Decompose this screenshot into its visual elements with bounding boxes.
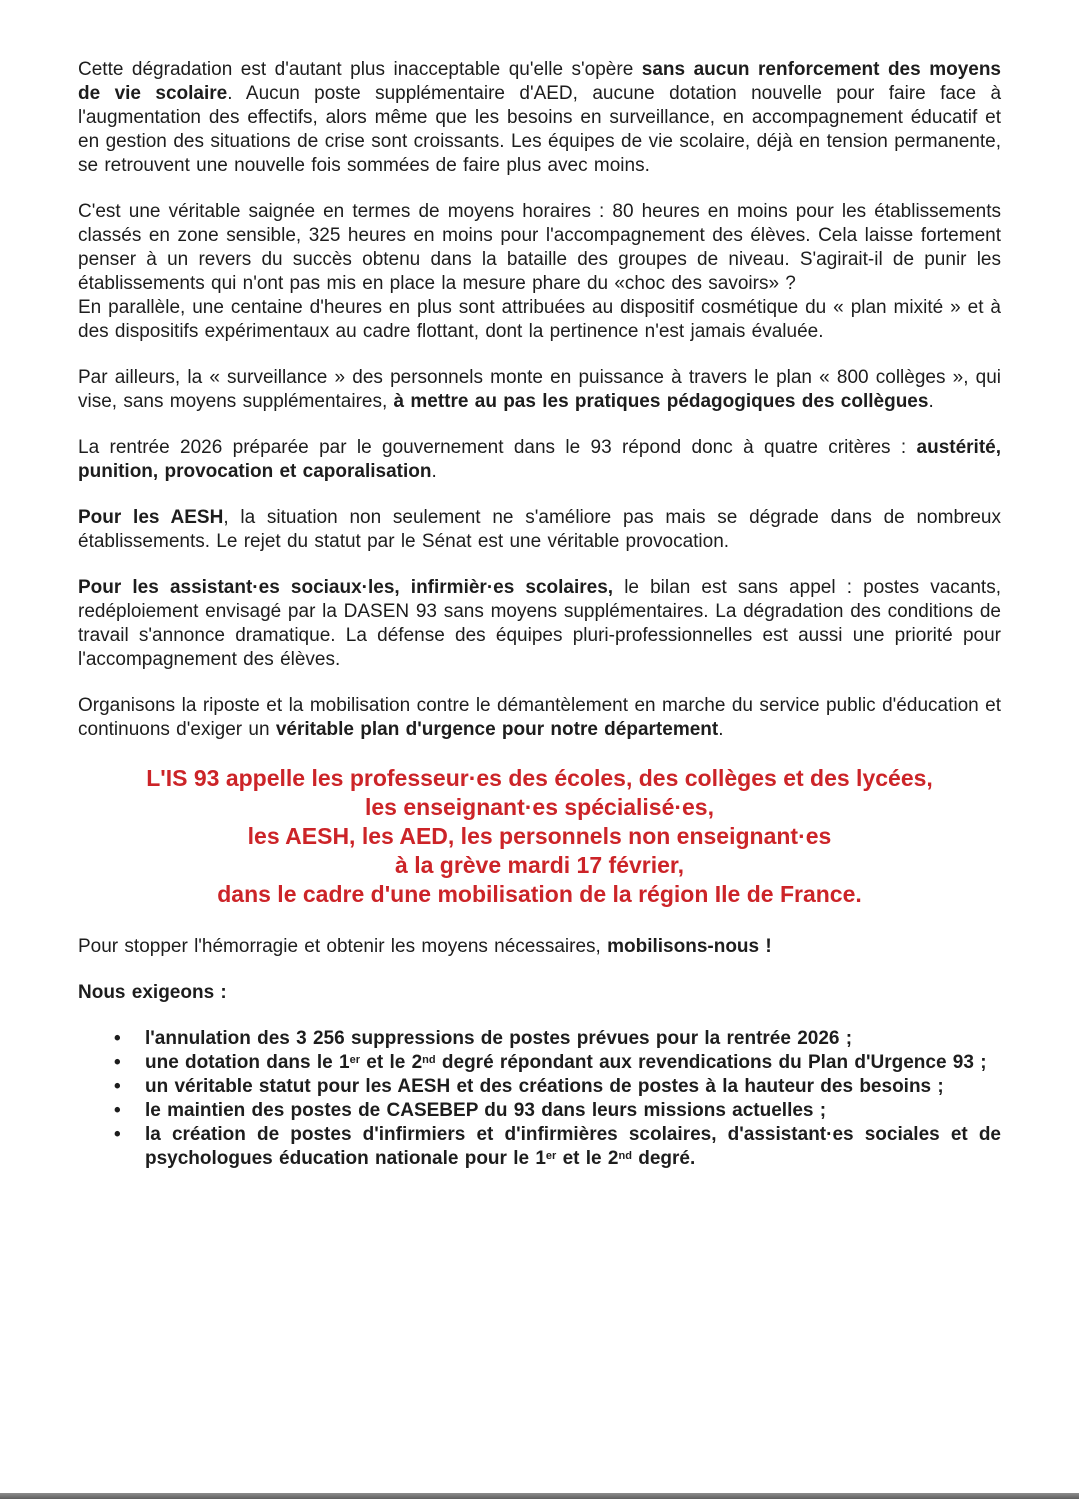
strike-call-line-2: les enseignant·es spécialisé·es, (364, 794, 714, 820)
paragraph-assistants-sociaux: Pour les assistant·es sociaux·les, infirmièr·es scolaires, le bilan est sans appel : postes vacants, redéploiement envisagé par la DASEN 93 sans moyens supplémentaires. La dégradation des conditions de travail s'annonce dramatique. La défense des équipes pluri-professionnelles est aussi une priorité pour l'accompagnement des élèves. (78, 577, 1001, 670)
paragraph-mobilisons-nous: Pour stopper l'hémorragie et obtenir les moyens nécessaires, mobilisons-nous ! (78, 936, 772, 957)
document-content (78, 58, 1001, 1171)
page-bottom-edge (0, 1493, 1079, 1499)
strike-call-line-3: les AESH, les AED, les personnels non enseignant·es (247, 823, 832, 849)
paragraph-rentree-2026: La rentrée 2026 préparée par le gouvernement dans le 93 répond donc à quatre critères : austérité, punition, provocation et caporalisation. (78, 437, 1001, 482)
strike-call-line-5: dans le cadre d'une mobilisation de la région Ile de France. (217, 881, 862, 907)
demand-item-dotation-degres: • une dotation dans le 1er et le 2nd degré répondant aux revendications du Plan d'Urgence 93 ; (78, 1051, 1001, 1075)
demands-list (78, 1027, 1001, 1171)
strike-call-line-4: à la grève mardi 17 février, (395, 852, 684, 878)
strike-call-line-1: L'IS 93 appelle les professeur·es des écoles, des collèges et des lycées, (146, 765, 933, 791)
paragraph-degradation: Cette dégradation est d'autant plus inacceptable qu'elle s'opère sans aucun renforcement des moyens de vie scolaire. Aucun poste supplémentaire d'AED, aucune dotation nouvelle pour faire face à l'augmentation des effectifs, alors même que les besoins en surveillance, en accompagnement éducatif et en gestion des situations de crise sont croissants. Les équipes de vie scolaire, déjà en tension permanente, se retrouvent une nouvelle fois sommées de faire plus avec moins. (78, 59, 1002, 176)
demand-item-postes-casebep: • le maintien des postes de CASEBEP du 93 dans leurs missions actuelles ; (78, 1099, 1001, 1123)
paragraph-nous-exigeons: Nous exigeons : (78, 982, 227, 1003)
demand-item-statut-aesh: • un véritable statut pour les AESH et des créations de postes à la hauteur des besoins ; (78, 1075, 1001, 1099)
demand-item-creation-postes-sante: • la création de postes d'infirmiers et d'infirmières scolaires, d'assistant·es sociales et de psychologues éducation nationale pour le 1er et le 2nd degré. (78, 1123, 1001, 1171)
paragraph-organisons-riposte: Organisons la riposte et la mobilisation contre le démantèlement en marche du service public d'éducation et continuons d'exiger un véritable plan d'urgence pour notre département. (78, 695, 1001, 740)
paragraph-saignee-horaires: C'est une véritable saignée en termes de moyens horaires : 80 heures en moins pour les établissements classés en zone sensible, 325 heures en moins pour l'accompagnement des élèves. Cela laisse fortement penser à un revers du succès obtenu dans la bataille des groupes de niveau. S'agirait-il de punir les établissements qui n'ont pas mis en place la mesure phare du «choc des savoirs» ? (78, 201, 1001, 294)
demand-item-annulation-suppressions: • l'annulation des 3 256 suppressions de postes prévues pour la rentrée 2026 ; (78, 1027, 1001, 1051)
paragraph-plan-mixite: En parallèle, une centaine d'heures en plus sont attribuées au dispositif cosmétique du « plan mixité » et à des dispositifs expérimentaux au cadre flottant, dont la pertinence n'est jamais évaluée. (78, 297, 1001, 342)
strike-call-heading (78, 764, 1001, 909)
paragraph-aesh: Pour les AESH, la situation non seulement ne s'améliore pas mais se dégrade dans de nombreux établissements. Le rejet du statut par le Sénat est une véritable provocation. (78, 507, 1001, 552)
paragraph-plan-800-colleges: Par ailleurs, la « surveillance » des personnels monte en puissance à travers le plan « 800 collèges », qui vise, sans moyens supplémentaires, à mettre au pas les pratiques pédagogiques des collègues. (78, 367, 1001, 412)
